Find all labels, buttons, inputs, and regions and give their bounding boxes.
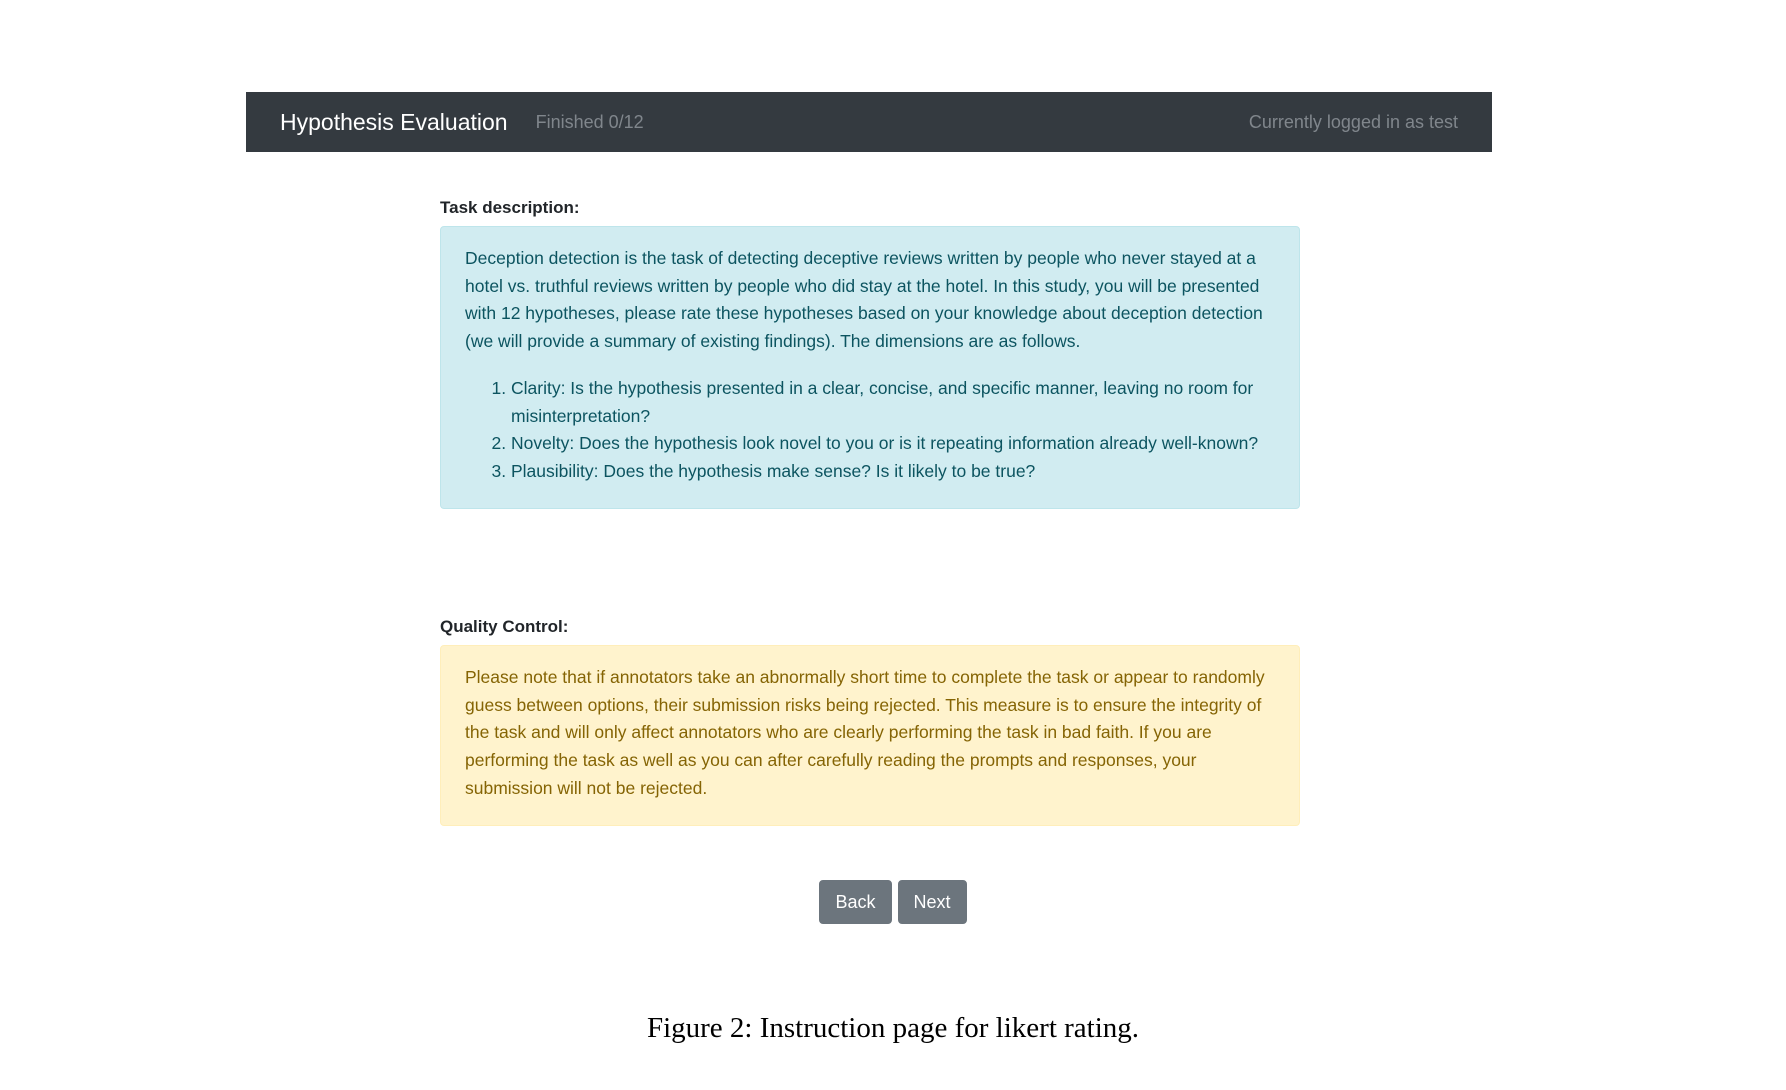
quality-control-text: Please note that if annotators take an abnormally short time to complete the task or appear to randomly guess between options, their submission risks being rejected. This measure is to ensure the integrity of the task and will only affect annotators who are clearly performing the task in bad faith. If you are performing the task as well as you can after carefully reading the prompts and responses, your submission will not be rejected. [465,667,1265,798]
quality-control-heading: Quality Control: [440,617,569,636]
top-navbar [246,92,1492,152]
dimension-novelty: 2. Novelty: Does the hypothesis look novel to you or is it repeating information already well-known? [511,430,1275,458]
progress-status: Finished 0/12 [535,111,644,132]
app-title[interactable]: Hypothesis Evaluation [280,108,508,135]
dimension-list [465,375,1275,486]
navigation-buttons [0,880,1786,924]
figure-caption: Figure 2: Instruction page for likert rating. [646,1012,1140,1044]
back-button[interactable]: Back [819,880,891,924]
dimension-plausibility: 3. Plausibility: Does the hypothesis make sense? Is it likely to be true? [511,458,1275,486]
task-description-section [440,198,1300,509]
task-intro-text: Deception detection is the task of detecting deceptive reviews written by people who never stayed at a hotel vs. truthful reviews written by people who did stay at the hotel. In this study, you will be presented with 12 hypotheses, please rate these hypotheses based on your knowledge about deception detection (we will provide a summary of existing findings). The dimensions are as follows. [465,248,1263,352]
task-description-heading: Task description: [440,198,580,217]
task-description-box [440,226,1300,509]
quality-control-box [440,645,1300,826]
quality-control-section [440,617,1300,826]
login-status: Currently logged in as test [1248,111,1458,132]
dimension-clarity: 1. Clarity: Is the hypothesis presented in a clear, concise, and specific manner, leaving no room for misinterpretation? [511,375,1275,430]
next-button[interactable]: Next [898,880,967,924]
